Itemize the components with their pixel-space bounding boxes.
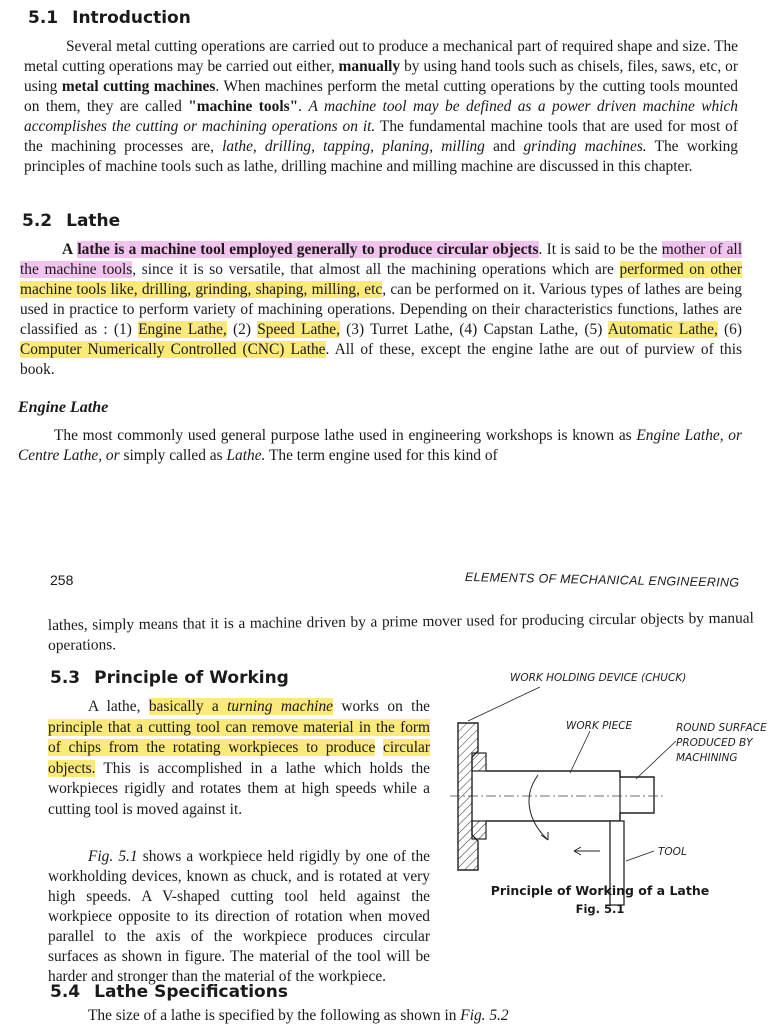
figure-caption <box>470 882 730 918</box>
section-number: 5.3 <box>50 668 81 688</box>
italic-text: Engine Lathe, or Centre Lathe, or <box>18 427 742 464</box>
highlight-yellow: principle that a cutting tool can remove material in the form of chips from the rotating workpieces to produce <box>48 718 430 756</box>
intro-paragraph: Several metal cutting operations are carried out to produce a mechanical part of required shape and size. The metal cutting operations may be carried out either, manually by using hand tools such as chisels, files, saws, etc, or using metal cutting machines. When machines perform the metal cutting operations by the cutting tools mounted on them, they are called "machine tools". A machine tool may be defined as a power driven machine which accomplishes the cutting or machining operations on it. The fundamental machine tools that are used for most of the machining processes are, lathe, drilling, tapping, planing, milling and grinding machines. The working principles of machine tools such as lathe, drilling machine and milling machine are discussed in this chapter. <box>24 38 739 175</box>
figure-reference: Fig. 5.1 <box>88 848 138 865</box>
leader-chuck <box>468 687 540 721</box>
text: This is accomplished in a lathe which holds the workpieces rigidly and rotates them at high speeds while a cutting tool is moved against it. <box>48 759 430 818</box>
italic-text: A machine tool may be defined as a power driven machine which accomplishes the cutting or machining operations on it. <box>24 98 739 135</box>
italic-text: grinding machines. <box>523 138 647 155</box>
bold-text: "machine tools" <box>188 98 299 115</box>
highlight-pink: mother of all the machine tools <box>20 241 742 278</box>
text: The fundamental machine tools that are used for most of the machining processes are, <box>24 118 738 155</box>
text: and <box>493 138 516 155</box>
label-round-surface-2: PRODUCED BY <box>676 737 753 749</box>
section-title: Introduction <box>72 8 191 28</box>
label-tool: TOOL <box>658 846 687 858</box>
text: simply called as <box>123 447 223 464</box>
text: The size of a lathe is specified by the following as shown in <box>88 1007 457 1024</box>
text: The most commonly used general purpose lathe used in engineering workshops is known as <box>54 427 632 444</box>
bold-text: A <box>62 241 74 258</box>
text: The term engine used for this kind of <box>268 447 498 464</box>
leader-round <box>636 741 676 779</box>
section-heading-5-2 <box>22 211 120 231</box>
continued-paragraph: lathes, simply means that it is a machine driven by a prime mover used for producing circular objects by manual operations. <box>47 609 754 654</box>
label-round-surface-1: ROUND SURFACE <box>676 722 767 734</box>
section-heading-5-4 <box>50 982 288 1002</box>
highlight-yellow: performed on other machine tools like, drilling, grinding, shaping, milling, etc <box>20 261 742 298</box>
text: The working principles of machine tools such as lathe, drilling machine and milling machine are discussed in this chapter. <box>24 138 738 175</box>
section-title: Lathe <box>66 211 121 231</box>
text: A lathe, <box>88 698 141 715</box>
principle-paragraph <box>48 697 430 820</box>
text: (6) <box>724 321 742 338</box>
section-heading-5-1 <box>28 8 191 28</box>
figure-reference-paragraph <box>48 847 430 987</box>
text: works on the <box>341 698 430 715</box>
highlight-yellow: Engine Lathe, <box>138 321 227 338</box>
bold-text: manually <box>338 58 401 75</box>
highlight-pink: lathe is a machine tool employed generally to produce circular objects <box>77 241 539 258</box>
page-break <box>0 468 768 568</box>
highlight-yellow: Computer Numerically Controlled (CNC) Lathe <box>20 341 326 358</box>
text: (2) <box>233 321 251 338</box>
section-title: Lathe Specifications <box>94 982 288 1002</box>
section-title: Principle of Working <box>94 668 289 688</box>
highlight-yellow: Automatic Lathe, <box>607 321 718 338</box>
text: by using hand tools such as chisels, files, saws, etc, or using <box>24 58 738 95</box>
page-number: 258 <box>50 572 74 588</box>
highlight-yellow: basically a <box>148 698 219 715</box>
text: , can be performed on it. Various types of lathes are being used in practice to perform variety of machining operations. Depending on their characteristics functions, lathes are classified as : (1) <box>20 281 742 338</box>
text: , since it is so versatile, that almost all the machining operations which are <box>132 261 614 278</box>
text: Several metal cutting operations are carried out to produce a mechanical part of required shape and size. The metal cutting operations may be carried out either, <box>24 38 738 75</box>
chuck-jaw-bottom <box>472 821 486 839</box>
chuck-shape <box>458 723 478 870</box>
text: . It is said to be the <box>538 241 658 258</box>
caption-title: Principle of Working of a Lathe <box>490 883 710 898</box>
text: . All of these, except the engine lathe are out of purview of this book. <box>20 341 742 378</box>
highlight-yellow-italic: turning machine <box>227 698 333 715</box>
leader-workpiece <box>570 731 590 773</box>
subheading-engine-lathe: Engine Lathe <box>18 399 109 416</box>
lathe-paragraph <box>20 240 742 380</box>
label-workpiece: WORK PIECE <box>566 720 633 732</box>
chuck-jaw-top <box>472 753 486 771</box>
bold-text: metal cutting machines <box>61 78 216 95</box>
section-heading-5-3 <box>50 668 289 688</box>
highlight-yellow: circular <box>382 739 430 756</box>
italic-text: lathe, drilling, tapping, planing, milling <box>222 138 485 155</box>
specifications-paragraph <box>88 1006 748 1026</box>
highlight-yellow: Speed Lathe, <box>257 321 340 338</box>
text: . When machines perform the metal cutting operations by the cutting tools mounted on them, they are called <box>24 78 738 115</box>
section-number: 5.1 <box>28 8 59 28</box>
figure-reference: Fig. 5.2 <box>460 1007 509 1024</box>
label-chuck: WORK HOLDING DEVICE (CHUCK) <box>510 672 687 684</box>
italic-text: Lathe. <box>226 447 266 464</box>
highlight-yellow: objects. <box>48 759 96 777</box>
section-number: 5.2 <box>22 211 53 231</box>
label-round-surface-3: MACHINING <box>676 752 738 764</box>
engine-lathe-paragraph <box>18 426 742 466</box>
text: (3) Turret Lathe, (4) Capstan Lathe, (5) <box>346 321 603 338</box>
running-head: ELEMENTS OF MECHANICAL ENGINEERING <box>464 570 740 590</box>
caption-fig-number: Fig. 5.1 <box>575 902 625 916</box>
section-number: 5.4 <box>50 982 81 1002</box>
leader-tool <box>626 851 654 861</box>
text: shows a workpiece held rigidly by one of the workholding devices, known as chuck, and is rotated at very high speeds. A V-shaped cutting tool held against the workpiece opposite to its direction of rotation when moved parallel to the axis of the workpiece produces circular surfaces as shown in figure. The material of the tool will be harder and stronger than the material of the workpiece. <box>48 848 430 985</box>
tool-feed-arrow <box>574 847 600 855</box>
